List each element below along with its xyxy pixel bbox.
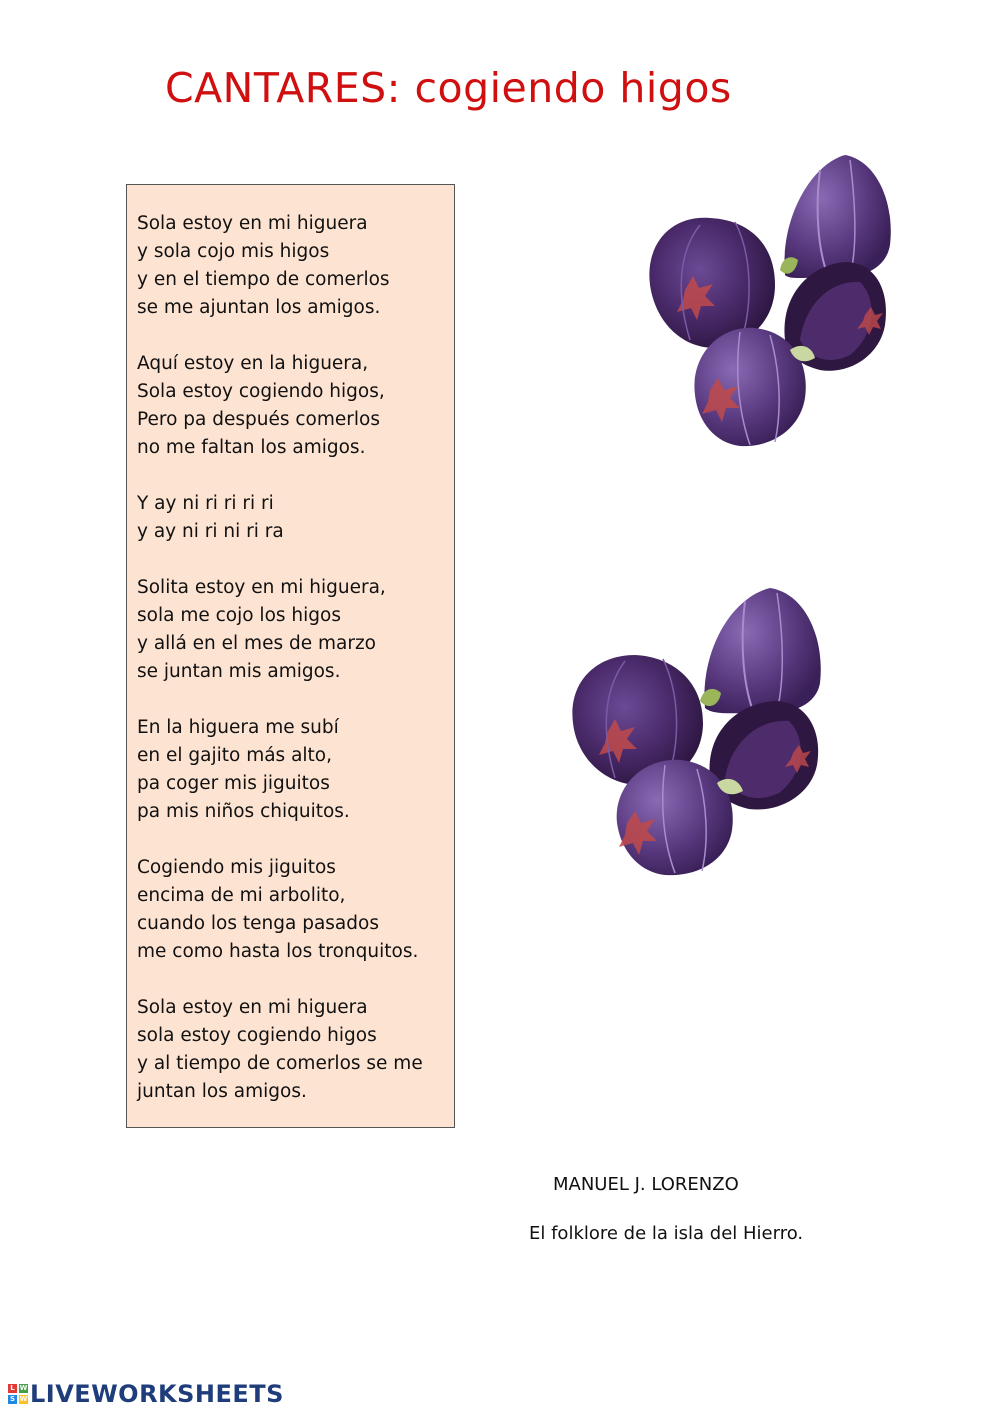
liveworksheets-logo[interactable]	[8, 1380, 284, 1408]
poem-line: pa mis niños chiquitos.	[137, 801, 350, 822]
poem-line: se juntan mis amigos.	[137, 661, 341, 682]
poem-line: sola estoy cogiendo higos	[137, 1025, 377, 1046]
poem-line: juntan los amigos.	[137, 1081, 307, 1102]
poem-line: Aquí estoy en la higuera,	[137, 353, 369, 374]
poem-line: Pero pa después comerlos	[137, 409, 380, 430]
poem-line: pa coger mis jiguitos	[137, 773, 330, 794]
author-name: MANUEL J. LORENZO	[553, 1174, 739, 1195]
stanza	[137, 714, 454, 826]
logo-letter: S	[9, 1395, 16, 1403]
poem-line: y en el tiempo de comerlos	[137, 269, 390, 290]
logo-letter: W	[19, 1384, 28, 1392]
poem-line: en el gajito más alto,	[137, 745, 333, 766]
poem-line: y ay ni ri ni ri ra	[137, 521, 284, 542]
poem-line: Sola estoy en mi higuera	[137, 997, 368, 1018]
stanza	[137, 574, 454, 686]
page-title: CANTARES: cogiendo higos	[165, 64, 732, 112]
stanza	[137, 490, 454, 546]
poem-line: cuando los tenga pasados	[137, 913, 379, 934]
poem-line: y sola cojo mis higos	[137, 241, 330, 262]
stanza	[137, 350, 454, 462]
poem-box	[126, 184, 455, 1128]
figs-illustration	[565, 583, 835, 878]
poem-line: En la higuera me subí	[137, 717, 339, 738]
logo-text: LIVEWORKSHEETS	[30, 1380, 284, 1408]
stanza	[137, 854, 454, 966]
figs-illustration	[640, 150, 895, 450]
poem-line: y al tiempo de comerlos se me	[137, 1053, 423, 1074]
poem-line: Solita estoy en mi higuera,	[137, 577, 386, 598]
stanza	[137, 210, 454, 322]
poem-line: encima de mi arbolito,	[137, 885, 346, 906]
stanza	[137, 994, 454, 1106]
poem-line: sola me cojo los higos	[137, 605, 341, 626]
poem-line: Y ay ni ri ri ri ri	[137, 493, 274, 514]
poem-line: y allá en el mes de marzo	[137, 633, 376, 654]
poem-line: no me faltan los amigos.	[137, 437, 366, 458]
poem-line: Sola estoy cogiendo higos,	[137, 381, 385, 402]
poem-line: se me ajuntan los amigos.	[137, 297, 381, 318]
logo-letter: L	[8, 1384, 17, 1393]
liveworksheets-logo-icon	[8, 1384, 28, 1404]
poem-line: me como hasta los tronquitos.	[137, 941, 419, 962]
poem-line: Cogiendo mis jiguitos	[137, 857, 336, 878]
poem-line: Sola estoy en mi higuera	[137, 213, 368, 234]
logo-letter: W	[19, 1395, 28, 1403]
source-text: El folklore de la isla del Hierro.	[529, 1223, 804, 1244]
